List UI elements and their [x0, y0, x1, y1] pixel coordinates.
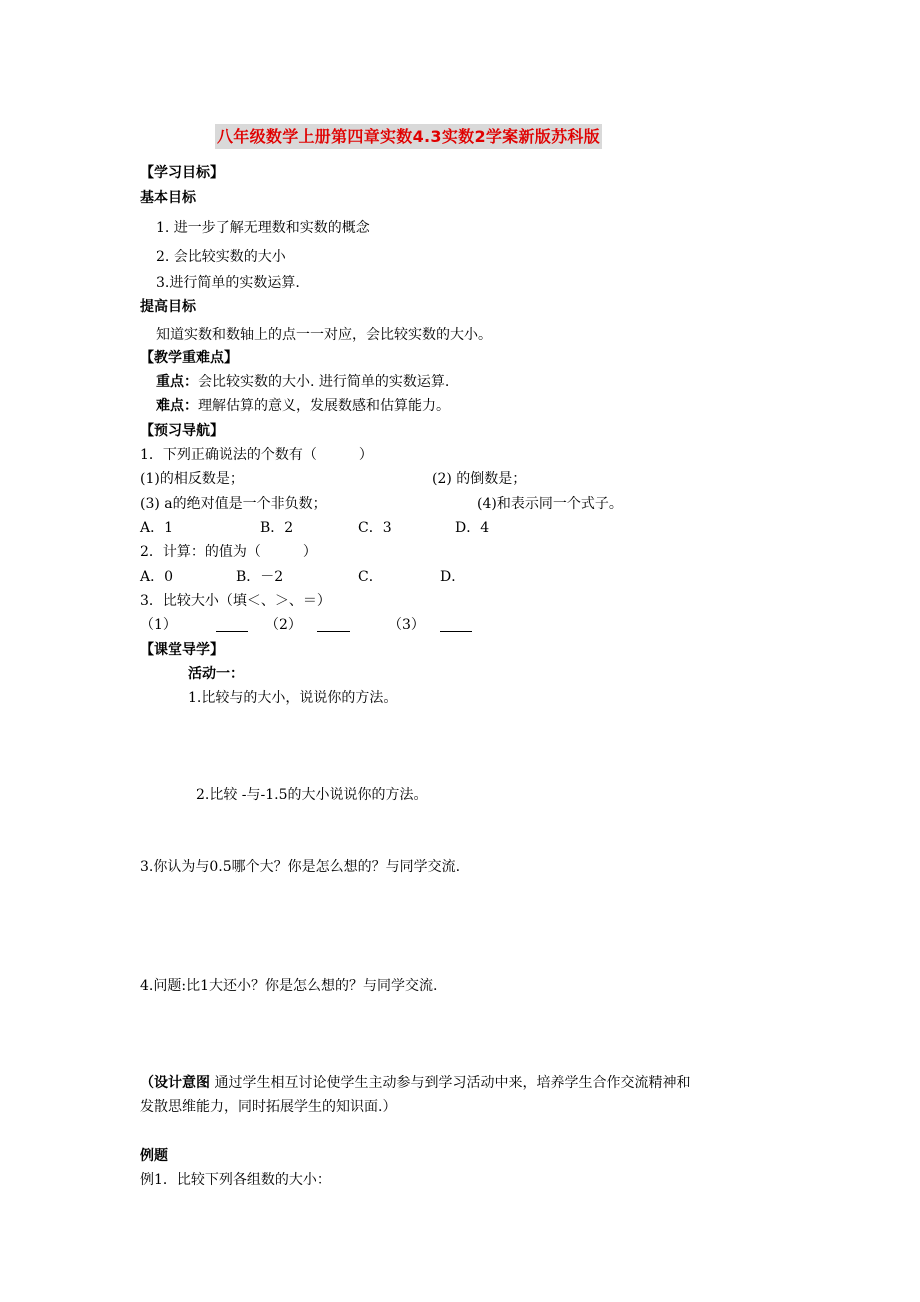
q3-part-3: （3）	[388, 617, 425, 633]
activity-one-heading: 活动一：	[188, 666, 244, 682]
activity-item-3: 3.你认为与0.5哪个大？你是怎么想的？与同学交流.	[140, 859, 461, 875]
q3-blank-3[interactable]	[440, 617, 472, 632]
focus-text: 会比较实数的大小. 进行简单的实数运算.	[198, 374, 450, 390]
basic-objective-item: 1. 进一步了解无理数和实数的概念	[156, 220, 370, 236]
classroom-heading: 【课堂导学】	[140, 642, 224, 658]
activity-item-4: 4.问题:比1大还小？你是怎么想的？与同学交流.	[140, 978, 438, 994]
q3-part-2: （2）	[265, 617, 302, 633]
q1-statement-3: (3) a的绝对值是一个非负数；	[140, 496, 327, 512]
basic-objective-item: 2. 会比较实数的大小	[156, 249, 286, 265]
design-intent-text: 通过学生相互讨论使学生主动参与到学习活动中来，培养学生合作交流精神和	[210, 1075, 691, 1091]
advanced-objectives-heading: 提高目标	[140, 299, 196, 315]
difficulty-text: 理解估算的意义，发展数感和估算能力。	[198, 398, 450, 414]
example-1-text: 例1．比较下列各组数的大小：	[140, 1172, 331, 1188]
q1-statement-4: (4)和表示同一个式子。	[477, 496, 623, 512]
q3-part-1: （1）	[140, 617, 177, 633]
design-intent-line1	[140, 1075, 690, 1091]
focus-line	[156, 374, 449, 390]
page-title: 八年级数学上册第四章实数4.3实数2学案新版苏科版	[215, 124, 602, 149]
preview-heading: 【预习导航】	[140, 423, 224, 439]
question-1: 1．下列正确说法的个数有（ ）	[140, 447, 373, 463]
q1-option-b: B．2	[260, 520, 294, 536]
question-3: 3．比较大小（填＜、＞、＝）	[140, 593, 331, 609]
basic-objective-item: 3.进行简单的实数运算.	[156, 275, 300, 291]
q3-blank-1[interactable]	[216, 617, 248, 632]
q1-statement-2: (2) 的倒数是；	[432, 471, 527, 487]
activity-item-2: 2.比较 -与-1.5的大小说说你的方法。	[196, 787, 428, 803]
q1-option-c: C．3	[358, 520, 392, 536]
focus-label: 重点：	[156, 374, 198, 390]
key-points-heading: 【教学重难点】	[140, 350, 238, 366]
example-heading: 例题	[140, 1148, 168, 1164]
q2-option-b: B．－2	[236, 569, 284, 585]
q2-option-d: D．	[440, 569, 466, 585]
q1-option-d: D．4	[455, 520, 490, 536]
q2-option-c: C．	[358, 569, 383, 585]
difficulty-label: 难点：	[156, 398, 198, 414]
difficulty-line	[156, 398, 450, 414]
question-2: 2．计算：的值为（ ）	[140, 544, 317, 560]
design-intent-label: （设计意图	[140, 1075, 210, 1091]
design-intent-line2: 发散思维能力，同时拓展学生的知识面.）	[140, 1099, 397, 1115]
q3-blank-2[interactable]	[317, 617, 350, 632]
activity-item-1: 1.比较与的大小，说说你的方法。	[188, 690, 398, 706]
q1-option-a: A．1	[140, 520, 174, 536]
basic-objectives-heading: 基本目标	[140, 190, 196, 206]
q2-option-a: A．0	[140, 569, 174, 585]
q1-statement-1: (1)的相反数是；	[140, 471, 244, 487]
objectives-heading: 【学习目标】	[140, 165, 224, 181]
advanced-objective-text: 知道实数和数轴上的点一一对应，会比较实数的大小。	[156, 327, 492, 343]
